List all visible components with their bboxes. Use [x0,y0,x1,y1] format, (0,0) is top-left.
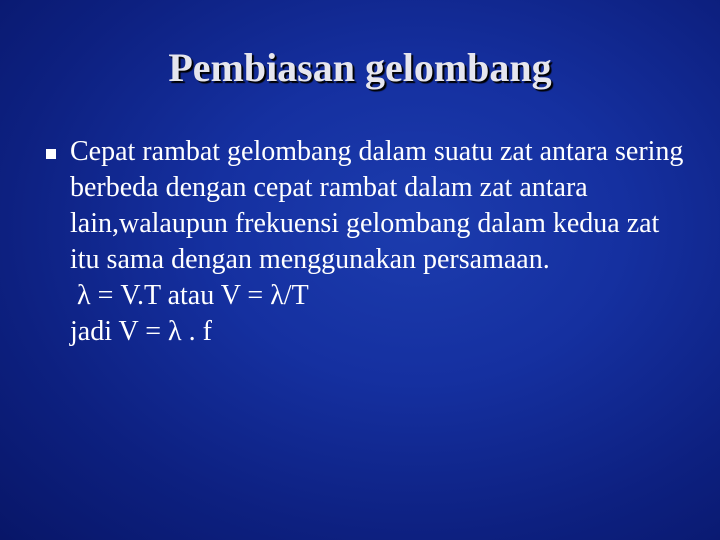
bullet-item [46,134,691,350]
slide-title: Pembiasan gelombang [168,45,552,90]
bullet-text: Cepat rambat gelombang dalam suatu zat antara sering berbeda dengan cepat rambat dalam zat antara lain,walaupun frekuensi gelombang dalam kedua zat itu sama dengan menggunakan persamaan. [70,136,691,275]
formula-velocity: jadi V = λ . f [70,316,212,347]
bullet-list [46,134,691,350]
square-bullet-icon [46,149,56,159]
formula-wavelength: λ = V.T atau V = λ/T [70,280,309,311]
